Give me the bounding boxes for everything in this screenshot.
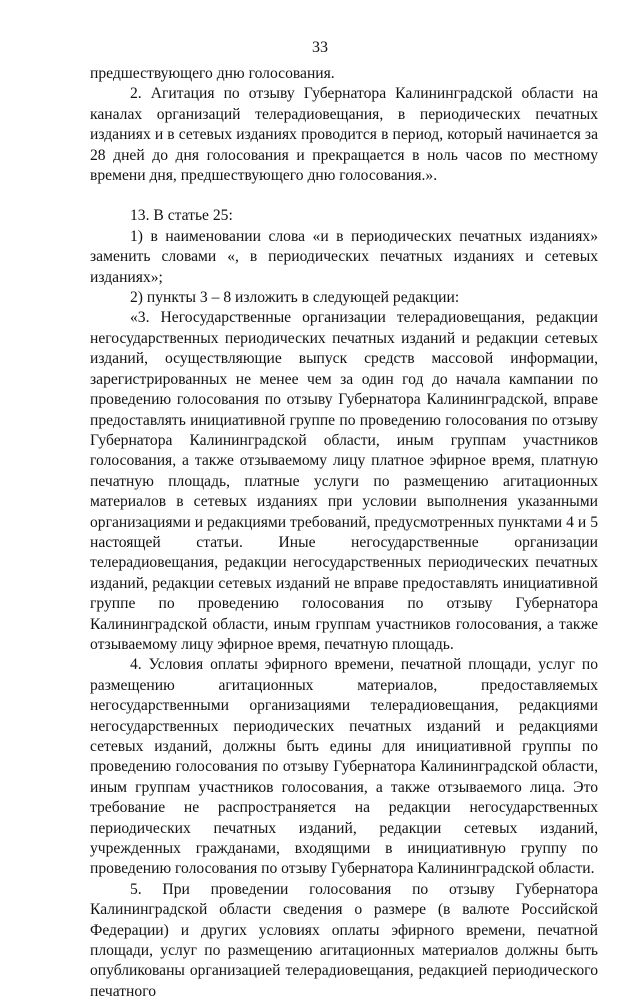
paragraph-gap	[90, 186, 598, 206]
paragraph-amendment-1: 1) в наименовании слова «и в периодических печатных изданиях» заменить словами «, в периодических печатных изданиях и сетевых изданиях»;	[90, 227, 598, 286]
paragraph-item-5: 5. При проведении голосования по отзыву Губернатора Калининградской области сведения о размере (в валюте Российской Федерации) и других условиях оплаты эфирного времени, печатной площади, услуг по размещению агитационных материалов должны быть опубликованы организацией телерадиовещания, редакцией периодического печатного	[90, 880, 598, 1000]
paragraph-item-3: «3. Негосударственные организации телерадиовещания, редакции негосударственных периодических печатных изданий и редакции сетевых изданий, осуществляющие выпуск средств массовой информации, зарегистрированных не менее чем за один год до начала кампании по проведению голосования по отзыву Губернатора Калининградской, вправе предоставлять инициативной группе по проведению голосования по отзыву Губернатора Калининградской области, иным группам участников голосования, а также отзываемому лицу платное эфирное время, платную печатную площадь, платные услуги по размещению агитационных материалов в сетевых изданиях при условии выполнения указанными организациями и редакциями требований, предусмотренных пунктами 4 и 5 настоящей статьи. Иные негосударственные организации телерадиовещания, редакции негосударственных периодических печатных изданий, редакции сетевых изданий не вправе предоставлять инициативной группе по проведению голосования по отзыву Губернатора Калининградской области, иным группам участников голосования, а также отзываемому лицу эфирное время, печатную площадь.	[90, 309, 598, 653]
paragraph-article-heading: 13. В статье 25:	[130, 207, 233, 225]
document-body	[90, 64, 598, 1002]
paragraph-continuation: предшествующего дню голосования.	[90, 65, 335, 82]
page-number: 33	[312, 39, 328, 56]
paragraph-amendment-2: 2) пункты 3 – 8 изложить в следующей редакции:	[130, 289, 460, 307]
paragraph-item-2: 2. Агитация по отзыву Губернатора Калининградской области на каналах организаций телерадиовещания, в периодических печатных изданиях и в сетевых изданиях проводится в период, который начинается за 28 дней до дня голосования и прекращается в ноль часов по местному времени дня, предшествующего дню голосования.».	[90, 85, 598, 185]
paragraph-item-4: 4. Условия оплаты эфирного времени, печатной площади, услуг по размещению агитационных материалов, предоставляемых негосударственными организациями телерадиовещания, редакциями негосударственных периодических печатных изданий и редакциями сетевых изданий, должны быть едины для инициативной группы по проведению голосования по отзыву Губернатора Калининградской области, иным группам участников голосования, а также отзываемого лица. Это требование не распространяется на редакции негосударственных периодических печатных изданий, редакции сетевых изданий, учрежденных гражданами, входящими в инициативную группу по проведению голосования по отзыву Губернатора Калининградской области.	[90, 656, 598, 878]
